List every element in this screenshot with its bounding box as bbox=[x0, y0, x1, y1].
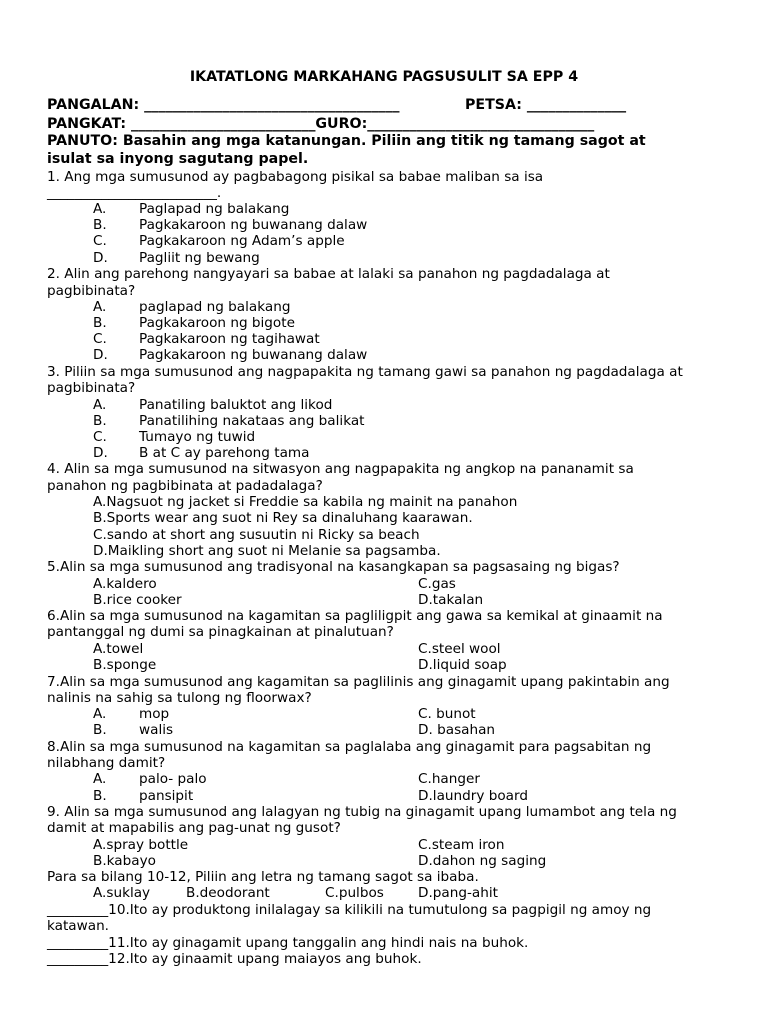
q5-choice-c: C.gas bbox=[418, 576, 456, 592]
question-3: 3. Piliin sa mga sumusunod ang nagpapakita ng tamang gawi sa panahon ng pagdadalaga at bbox=[47, 364, 683, 380]
question-3-cont: pagbibinata? bbox=[47, 380, 136, 396]
question-9: 9. Alin sa mga sumusunod ang lalagyan ng tubig na ginagamit upang lumambot ang tela ng bbox=[47, 804, 677, 820]
q2-choice-d: D. Pagkakaroon ng buwanang dalaw bbox=[93, 347, 368, 363]
question-8: 8.Alin sa mga sumusunod na kagamitan sa paglalaba ang ginagamit para pagsabitan ng bbox=[47, 739, 652, 755]
q2-choice-b: B. Pagkakaroon ng bigote bbox=[93, 315, 295, 331]
q8-choice-a: A. palo- palo bbox=[93, 771, 207, 787]
question-1-blank: _________________________. bbox=[47, 185, 222, 201]
question-7-cont: nalinis na sahig sa tulong ng floorwax? bbox=[47, 690, 312, 706]
part-2-choice-b: B.deodorant bbox=[186, 885, 270, 901]
question-6: 6.Alin sa mga sumusunod na kagamitan sa pagliligpit ang gawa sa kemikal at ginaamit na bbox=[47, 608, 663, 624]
q3-choice-a: A. Panatiling baluktot ang likod bbox=[93, 397, 333, 413]
q3-choice-d: D. B at C ay parehong tama bbox=[93, 445, 310, 461]
q6-choice-a: A.towel bbox=[93, 641, 144, 657]
q8-choice-c: C.hanger bbox=[418, 771, 480, 787]
question-1: 1. Ang mga sumusunod ay pagbabagong pisikal sa babae maliban sa isa bbox=[47, 169, 544, 185]
panuto-line-2: isulat sa inyong sagutang papel. bbox=[47, 151, 309, 167]
q6-choice-b: B.sponge bbox=[93, 657, 157, 673]
q4-choice-a: A.Nagsuot ng jacket si Freddie sa kabila ng mainit na panahon bbox=[93, 494, 518, 510]
question-6-cont: pantanggal ng dumi sa pinagkainan at pinalutuan? bbox=[47, 624, 394, 640]
question-5: 5.Alin sa mga sumusunod ang tradisyonal na kasangkapan sa pagsasaing ng bigas? bbox=[47, 559, 620, 575]
q1-choice-d: D. Pagliit ng bewang bbox=[93, 250, 260, 266]
question-4: 4. Alin sa mga sumusunod na sitwasyon ang nagpapakita ng angkop na pananamit sa bbox=[47, 461, 634, 477]
q3-choice-c: C. Tumayo ng tuwid bbox=[93, 429, 256, 445]
q5-choice-d: D.takalan bbox=[418, 592, 484, 608]
q7-choice-b: B. walis bbox=[93, 722, 174, 738]
part-2-choice-a: A.suklay bbox=[93, 885, 151, 901]
q4-choice-c: C.sando at short ang susuutin ni Ricky sa beach bbox=[93, 527, 420, 543]
part-2-choice-d: D.pang-ahit bbox=[418, 885, 498, 901]
q4-choice-b: B.Sports wear ang suot ni Rey sa dinaluhang kaarawan. bbox=[93, 510, 473, 526]
q1-choice-c: C. Pagkakaroon ng Adam’s apple bbox=[93, 233, 345, 249]
question-12: _________12.Ito ay ginaamit upang maiayos ang buhok. bbox=[47, 951, 422, 967]
question-2: 2. Alin ang parehong nangyayari sa babae at lalaki sa panahon ng pagdadalaga at bbox=[47, 266, 610, 282]
q8-choice-b: B. pansipit bbox=[93, 788, 194, 804]
question-11: _________11.Ito ay ginagamit upang tanggalin ang hindi nais na buhok. bbox=[47, 935, 529, 951]
pangalan-field: PANGALAN: ____________________________________ bbox=[47, 97, 400, 113]
q2-choice-a: A. paglapad ng balakang bbox=[93, 299, 291, 315]
q1-choice-b: B. Pagkakaroon ng buwanang dalaw bbox=[93, 217, 368, 233]
panuto-line-1: PANUTO: Basahin ang mga katanungan. Piliin ang titik ng tamang sagot at bbox=[47, 133, 646, 149]
q9-choice-a: A.spray bottle bbox=[93, 837, 189, 853]
q2-choice-c: C. Pagkakaroon ng tagihawat bbox=[93, 331, 320, 347]
question-10: _________10.Ito ay produktong inilalagay sa kilikili na tumutulong sa pagpigil ng amoy ng bbox=[47, 902, 652, 918]
question-7: 7.Alin sa mga sumusunod ang kagamitan sa paglilinis ang ginagamit upang pakintabin ang bbox=[47, 674, 670, 690]
q9-choice-b: B.kabayo bbox=[93, 853, 156, 869]
question-2-cont: pagbibinata? bbox=[47, 283, 136, 299]
q3-choice-b: B. Panatilihing nakataas ang balikat bbox=[93, 413, 365, 429]
q7-choice-d: D. basahan bbox=[418, 722, 496, 738]
q4-choice-d: D.Maikling short ang suot ni Melanie sa pagsamba. bbox=[93, 543, 441, 559]
question-10-cont: katawan. bbox=[47, 918, 110, 934]
q7-choice-c: C. bunot bbox=[418, 706, 476, 722]
exam-title: IKATATLONG MARKAHANG PAGSUSULIT SA EPP 4 bbox=[189, 69, 579, 85]
question-9-cont: damit at mapabilis ang pag-unat ng gusot? bbox=[47, 820, 341, 836]
q9-choice-c: C.steam iron bbox=[418, 837, 505, 853]
q1-choice-a: A. Paglapad ng balakang bbox=[93, 201, 290, 217]
q6-choice-d: D.liquid soap bbox=[418, 657, 507, 673]
question-4-cont: panahon ng pagbibinata at padadalaga? bbox=[47, 478, 323, 494]
petsa-field: PETSA: ______________ bbox=[465, 97, 627, 113]
q5-choice-a: A.kaldero bbox=[93, 576, 157, 592]
part-2-instruction: Para sa bilang 10-12, Piliin ang letra ng tamang sagot sa ibaba. bbox=[47, 869, 479, 885]
q5-choice-b: B.rice cooker bbox=[93, 592, 182, 608]
q8-choice-d: D.laundry board bbox=[418, 788, 528, 804]
q7-choice-a: A. mop bbox=[93, 706, 170, 722]
q6-choice-c: C.steel wool bbox=[418, 641, 501, 657]
question-8-cont: nilabhang damit? bbox=[47, 755, 166, 771]
pangkat-guro-field: PANGKAT: __________________________GURO:________________________________ bbox=[47, 116, 595, 132]
part-2-choice-c: C.pulbos bbox=[325, 885, 384, 901]
q9-choice-d: D.dahon ng saging bbox=[418, 853, 547, 869]
